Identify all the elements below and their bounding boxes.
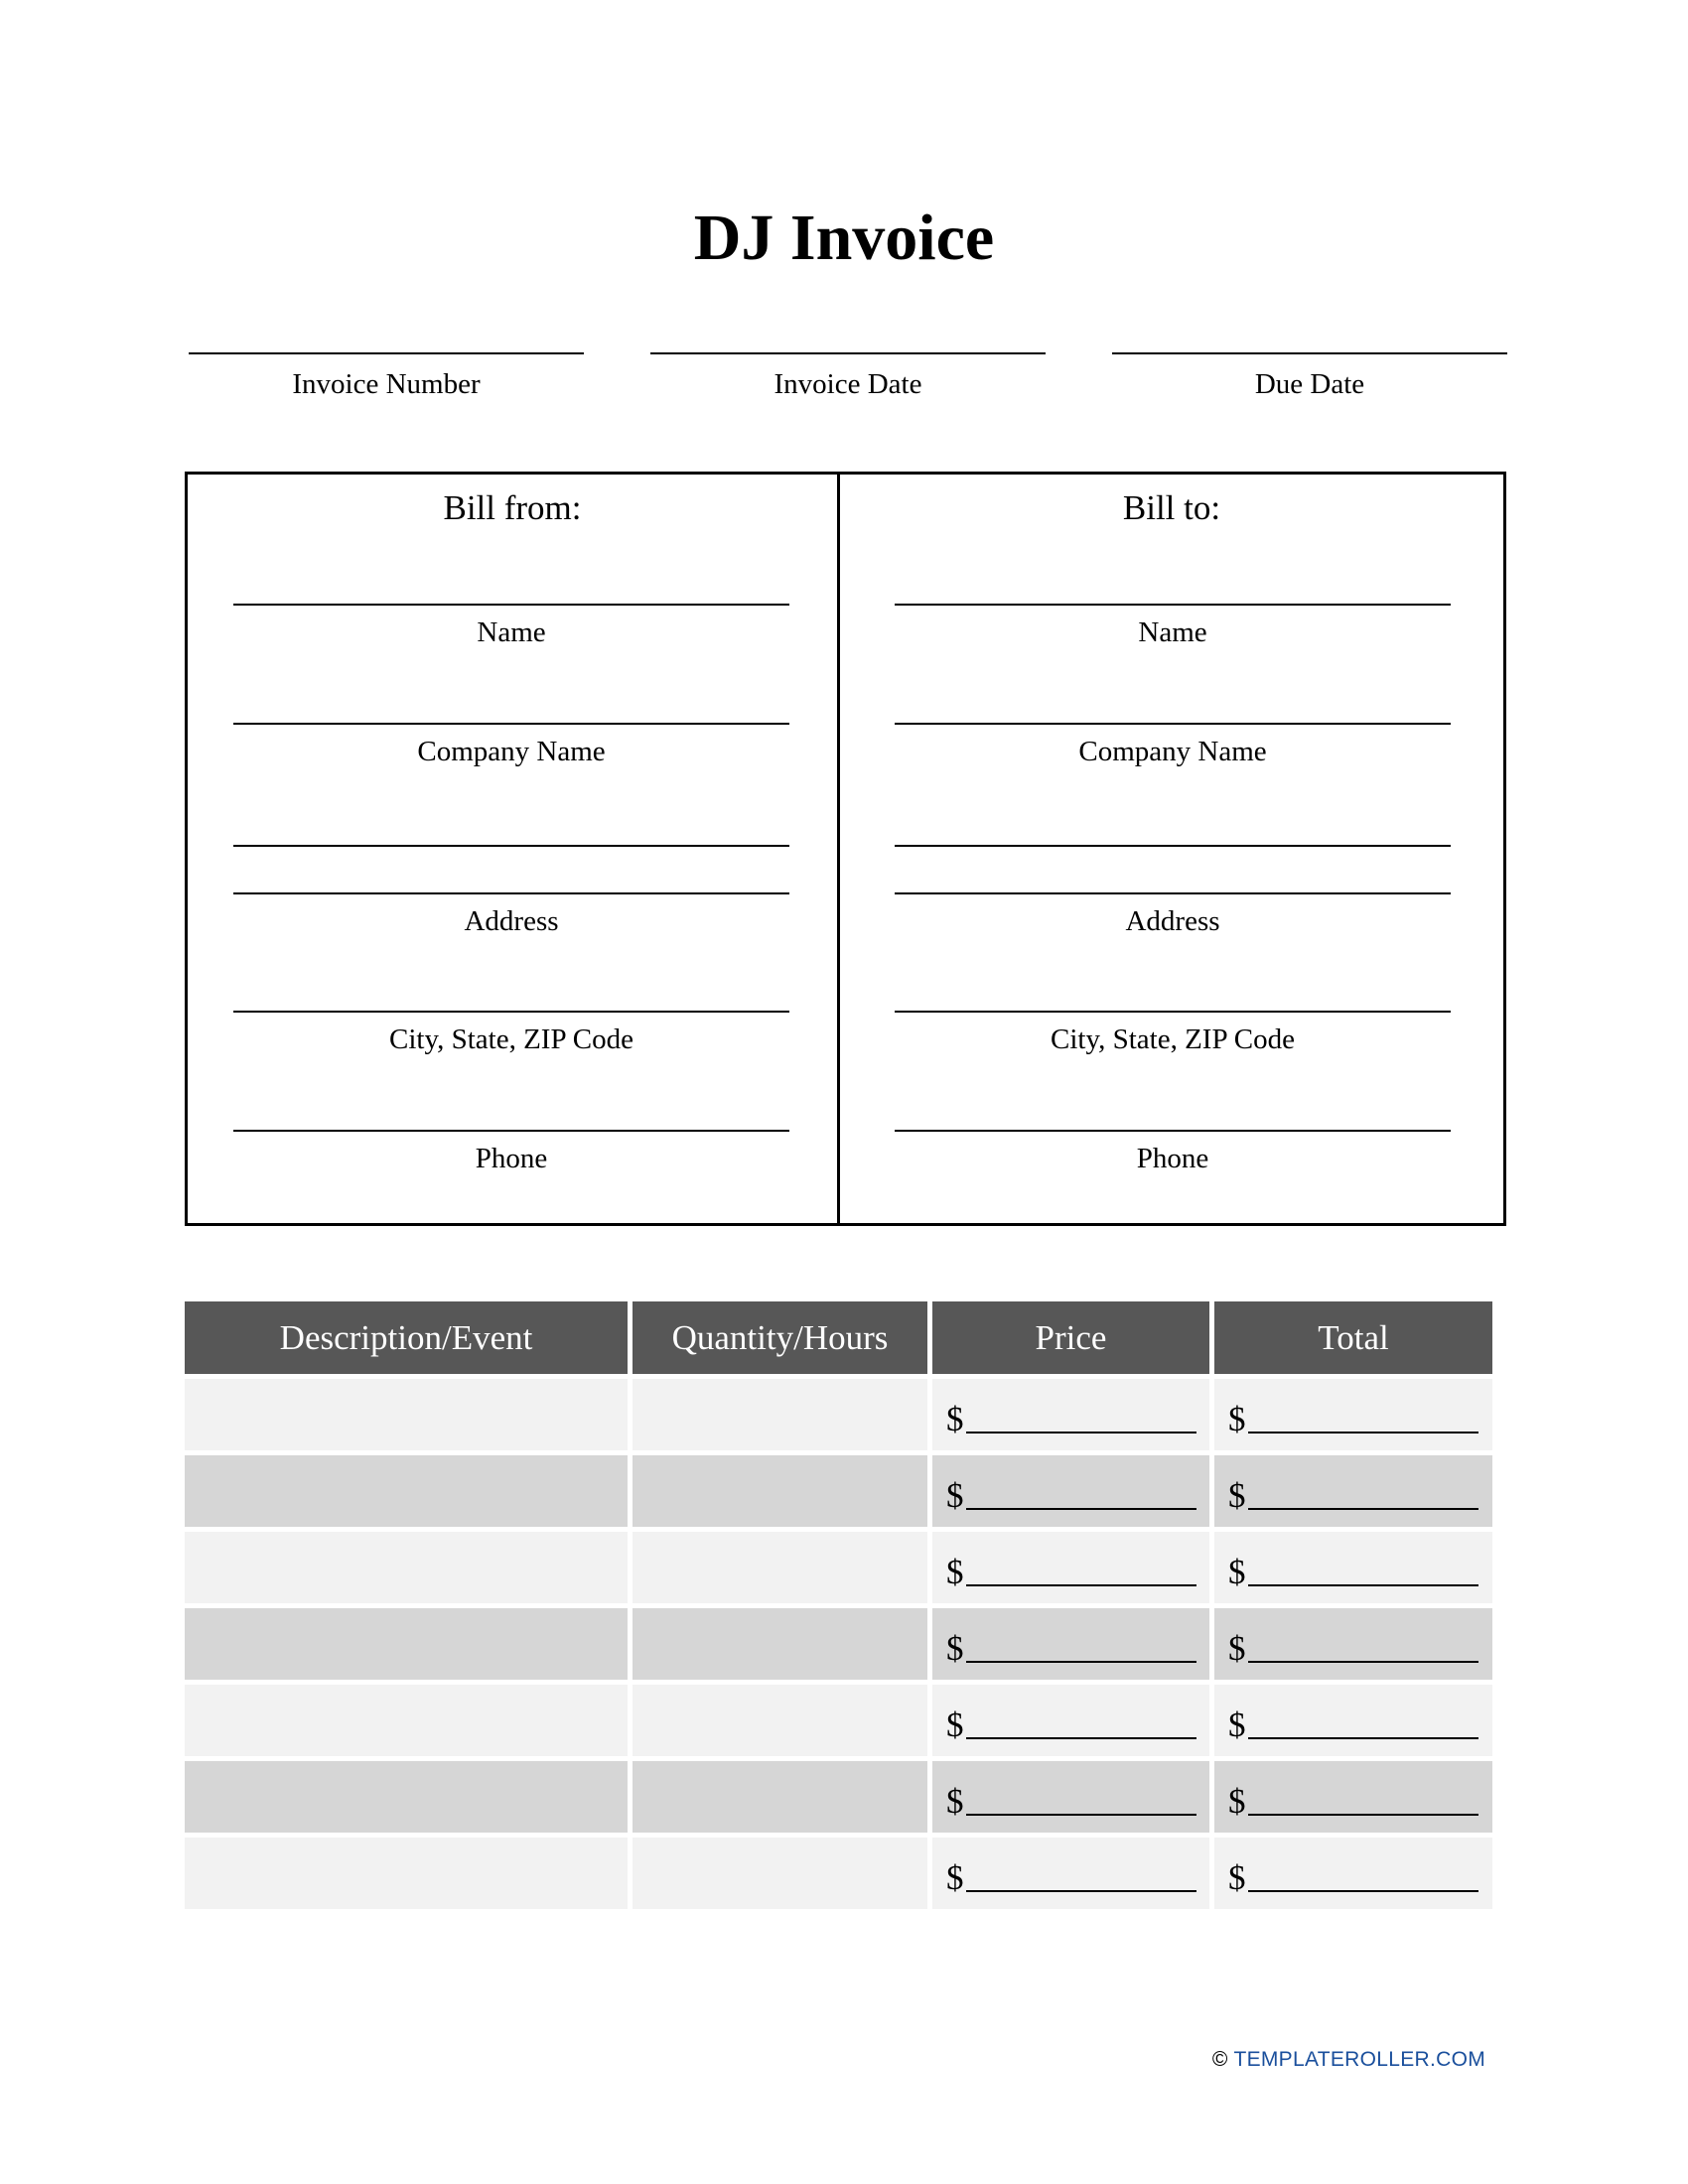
- invoice-date-line: [650, 352, 1046, 354]
- total-cell[interactable]: [1214, 1608, 1492, 1680]
- amount-field: [1214, 1468, 1492, 1514]
- copyright-symbol: ©: [1211, 2048, 1228, 2071]
- bill-to-name-label: Name: [1138, 616, 1207, 648]
- total-cell[interactable]: [1214, 1761, 1492, 1833]
- bill-from-city-label: City, State, ZIP Code: [389, 1024, 633, 1055]
- amount-field: [932, 1774, 1209, 1820]
- currency-symbol: $: [1228, 1629, 1246, 1668]
- description-cell[interactable]: [185, 1455, 628, 1527]
- bill-from-company-line: [233, 723, 789, 725]
- price-cell[interactable]: [932, 1608, 1209, 1680]
- bill-to-phone-label: Phone: [1136, 1143, 1209, 1174]
- invoice-number-line: [189, 352, 584, 354]
- line-items-table: [180, 1297, 1497, 1914]
- amount-field: [1214, 1698, 1492, 1743]
- bill-from-city-line: [233, 1011, 789, 1013]
- bill-from-name-line: [233, 604, 789, 606]
- amount-field: [1214, 1850, 1492, 1896]
- bill-from-city-field[interactable]: [233, 1011, 789, 1056]
- table-header-row: [185, 1301, 1492, 1374]
- currency-symbol: $: [946, 1782, 964, 1821]
- bill-to-name-line: [895, 604, 1451, 606]
- bill-to-phone-field[interactable]: [895, 1130, 1451, 1175]
- column-header-price: Price: [932, 1301, 1209, 1374]
- amount-field: [932, 1698, 1209, 1743]
- currency-symbol: $: [1228, 1553, 1246, 1591]
- total-cell[interactable]: [1214, 1685, 1492, 1756]
- table-body: [185, 1379, 1492, 1909]
- quantity-cell[interactable]: [633, 1379, 927, 1450]
- table-row: [185, 1685, 1492, 1756]
- amount-field: [932, 1850, 1209, 1896]
- column-header-quantity: Quantity/Hours: [633, 1301, 927, 1374]
- bill-from-address-line-2: [233, 892, 789, 894]
- table-row: [185, 1608, 1492, 1680]
- quantity-cell[interactable]: [633, 1608, 927, 1680]
- price-cell[interactable]: [932, 1379, 1209, 1450]
- bill-from-address-label: Address: [464, 905, 559, 937]
- currency-symbol: $: [946, 1476, 964, 1515]
- amount-line: [1248, 1890, 1478, 1892]
- currency-symbol: $: [1228, 1476, 1246, 1515]
- currency-symbol: $: [1228, 1782, 1246, 1821]
- description-cell[interactable]: [185, 1379, 628, 1450]
- bill-to-city-field[interactable]: [895, 1011, 1451, 1056]
- bill-from-section: [188, 475, 837, 1223]
- currency-symbol: $: [946, 1400, 964, 1438]
- amount-field: [1214, 1545, 1492, 1590]
- currency-symbol: $: [946, 1706, 964, 1744]
- quantity-cell[interactable]: [633, 1685, 927, 1756]
- description-cell[interactable]: [185, 1685, 628, 1756]
- amount-field: [932, 1621, 1209, 1667]
- column-header-description: Description/Event: [185, 1301, 628, 1374]
- quantity-cell[interactable]: [633, 1838, 927, 1909]
- amount-line: [966, 1661, 1196, 1663]
- footer-site-link[interactable]: TEMPLATEROLLER.COM: [1233, 2048, 1485, 2071]
- table-row: [185, 1379, 1492, 1450]
- bill-from-name-label: Name: [477, 616, 546, 648]
- table-row: [185, 1761, 1492, 1833]
- bill-to-address-line-2: [895, 892, 1451, 894]
- currency-symbol: $: [1228, 1858, 1246, 1897]
- amount-line: [1248, 1737, 1478, 1739]
- bill-from-heading: Bill from:: [443, 488, 582, 527]
- bill-to-city-line: [895, 1011, 1451, 1013]
- bill-from-company-label: Company Name: [417, 736, 606, 767]
- total-cell[interactable]: [1214, 1379, 1492, 1450]
- currency-symbol: $: [946, 1629, 964, 1668]
- description-cell[interactable]: [185, 1532, 628, 1603]
- amount-line: [966, 1814, 1196, 1816]
- amount-line: [1248, 1432, 1478, 1433]
- amount-line: [1248, 1508, 1478, 1510]
- price-cell[interactable]: [932, 1532, 1209, 1603]
- price-cell[interactable]: [932, 1685, 1209, 1756]
- bill-from-phone-line: [233, 1130, 789, 1132]
- price-cell[interactable]: [932, 1761, 1209, 1833]
- bill-from-phone-label: Phone: [475, 1143, 548, 1174]
- total-cell[interactable]: [1214, 1532, 1492, 1603]
- amount-line: [966, 1890, 1196, 1892]
- due-date-field[interactable]: [1112, 352, 1507, 401]
- amount-line: [1248, 1661, 1478, 1663]
- amount-line: [966, 1508, 1196, 1510]
- bill-to-address-line-1: [895, 845, 1451, 847]
- invoice-number-label: Invoice Number: [292, 368, 481, 400]
- amount-line: [966, 1737, 1196, 1739]
- page-title: DJ Invoice: [693, 202, 995, 274]
- quantity-cell[interactable]: [633, 1455, 927, 1527]
- due-date-line: [1112, 352, 1507, 354]
- bill-to-address-label: Address: [1125, 905, 1220, 937]
- amount-field: [932, 1545, 1209, 1590]
- quantity-cell[interactable]: [633, 1761, 927, 1833]
- amount-line: [966, 1584, 1196, 1586]
- description-cell[interactable]: [185, 1608, 628, 1680]
- table-row: [185, 1838, 1492, 1909]
- column-header-total: Total: [1214, 1301, 1492, 1374]
- currency-symbol: $: [1228, 1706, 1246, 1744]
- bill-to-phone-line: [895, 1130, 1451, 1132]
- bill-to-company-field[interactable]: [895, 723, 1451, 768]
- due-date-label: Due Date: [1254, 368, 1365, 400]
- currency-symbol: $: [946, 1553, 964, 1591]
- currency-symbol: $: [1228, 1400, 1246, 1438]
- bill-from-company-field[interactable]: [233, 723, 789, 768]
- currency-symbol: $: [946, 1858, 964, 1897]
- bill-from-address-line-1: [233, 845, 789, 847]
- bill-to-city-label: City, State, ZIP Code: [1051, 1024, 1295, 1055]
- amount-field: [1214, 1621, 1492, 1667]
- total-cell[interactable]: [1214, 1455, 1492, 1527]
- bill-from-address-field[interactable]: [233, 845, 789, 938]
- bill-to-name-field[interactable]: [895, 604, 1451, 649]
- price-cell[interactable]: [932, 1455, 1209, 1527]
- invoice-number-field[interactable]: [189, 352, 584, 401]
- bill-to-company-line: [895, 723, 1451, 725]
- bill-to-heading: Bill to:: [1122, 488, 1221, 527]
- price-cell[interactable]: [932, 1838, 1209, 1909]
- bill-from-phone-field[interactable]: [233, 1130, 789, 1175]
- description-cell[interactable]: [185, 1838, 628, 1909]
- amount-line: [1248, 1584, 1478, 1586]
- bill-to-address-field[interactable]: [895, 845, 1451, 938]
- total-cell[interactable]: [1214, 1838, 1492, 1909]
- bill-to-company-label: Company Name: [1078, 736, 1267, 767]
- description-cell[interactable]: [185, 1761, 628, 1833]
- bill-to-section: [840, 475, 1503, 1223]
- amount-field: [932, 1392, 1209, 1437]
- billing-box: [185, 472, 1506, 1226]
- table-row: [185, 1532, 1492, 1603]
- amount-field: [1214, 1392, 1492, 1437]
- amount-field: [932, 1468, 1209, 1514]
- invoice-date-field[interactable]: [650, 352, 1046, 401]
- bill-from-name-field[interactable]: [233, 604, 789, 649]
- amount-line: [966, 1432, 1196, 1433]
- invoice-date-label: Invoice Date: [774, 368, 922, 400]
- table-row: [185, 1455, 1492, 1527]
- amount-field: [1214, 1774, 1492, 1820]
- footer-credit: [1212, 2048, 1485, 2072]
- quantity-cell[interactable]: [633, 1532, 927, 1603]
- amount-line: [1248, 1814, 1478, 1816]
